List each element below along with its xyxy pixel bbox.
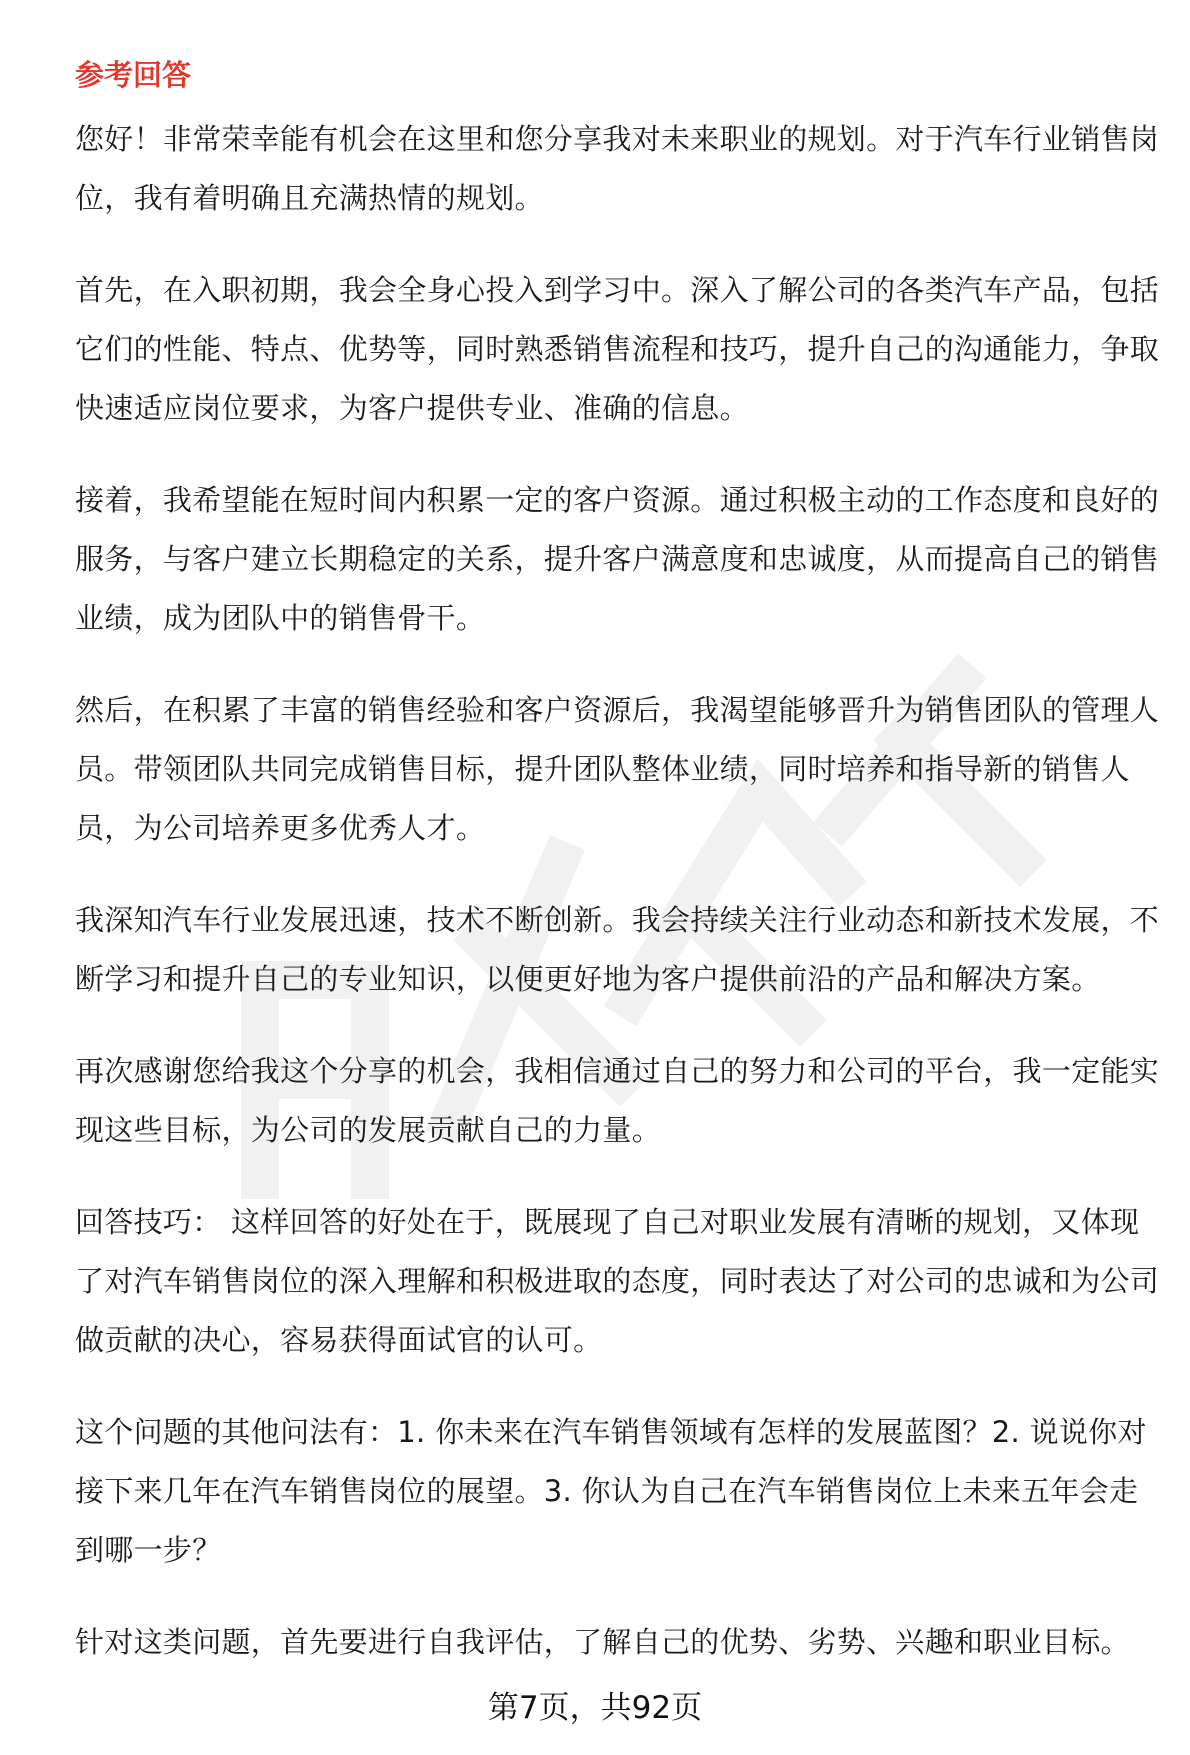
guidance-paragraph: 针对这类问题，首先要进行自我评估，了解自己的优势、劣势、兴趣和职业目标。 bbox=[75, 1625, 1130, 1659]
answer-paragraph: 然后，在积累了丰富的销售经验和客户资源后，我渴望能够晋升为销售团队的管理人员。带领团队共同完成销售目标，提升团队整体业绩，同时培养和指导新的销售人员，为公司培养更多优秀人才。 bbox=[75, 693, 1160, 845]
answer-paragraph: 我深知汽车行业发展迅速，技术不断创新。我会持续关注行业动态和新技术发展，不断学习和提升自己的专业知识，以便更好地为客户提供前沿的产品和解决方案。 bbox=[75, 903, 1160, 996]
tips-paragraph: 回答技巧： 这样回答的好处在于，既展现了自己对职业发展有清晰的规划，又体现了对汽车销售岗位的深入理解和积极进取的态度，同时表达了对公司的忠诚和为公司做贡献的决心，容易获得面试官的认可。 bbox=[75, 1205, 1160, 1357]
answer-paragraph: 您好！非常荣幸能有机会在这里和您分享我对未来职业的规划。对于汽车行业销售岗位，我有着明确且充满热情的规划。 bbox=[75, 122, 1160, 215]
answer-paragraph: 接着，我希望能在短时间内积累一定的客户资源。通过积极主动的工作态度和良好的服务，与客户建立长期稳定的关系，提升客户满意度和忠诚度，从而提高自己的销售业绩，成为团队中的销售骨干。 bbox=[75, 483, 1160, 635]
answer-paragraph: 首先，在入职初期，我会全身心投入到学习中。深入了解公司的各类汽车产品，包括它们的性能、特点、优势等，同时熟悉销售流程和技巧，提升自己的沟通能力，争取快速适应岗位要求，为客户提供专业、准确的信息。 bbox=[75, 273, 1160, 425]
answer-paragraph: 再次感谢您给我这个分享的机会，我相信通过自己的努力和公司的平台，我一定能实现这些目标，为公司的发展贡献自己的力量。 bbox=[75, 1054, 1160, 1147]
section-heading: 参考回答 bbox=[75, 58, 192, 92]
answer-content bbox=[75, 50, 1165, 1705]
page-number: 第7页，共92页 bbox=[487, 1690, 703, 1726]
alternate-questions-paragraph: 这个问题的其他问法有：1. 你未来在汽车销售领域有怎样的发展蓝图？2. 说说你对接下来几年在汽车销售岗位的展望。3. 你认为自己在汽车销售岗位上未来五年会走到哪一步？ bbox=[75, 1415, 1147, 1567]
